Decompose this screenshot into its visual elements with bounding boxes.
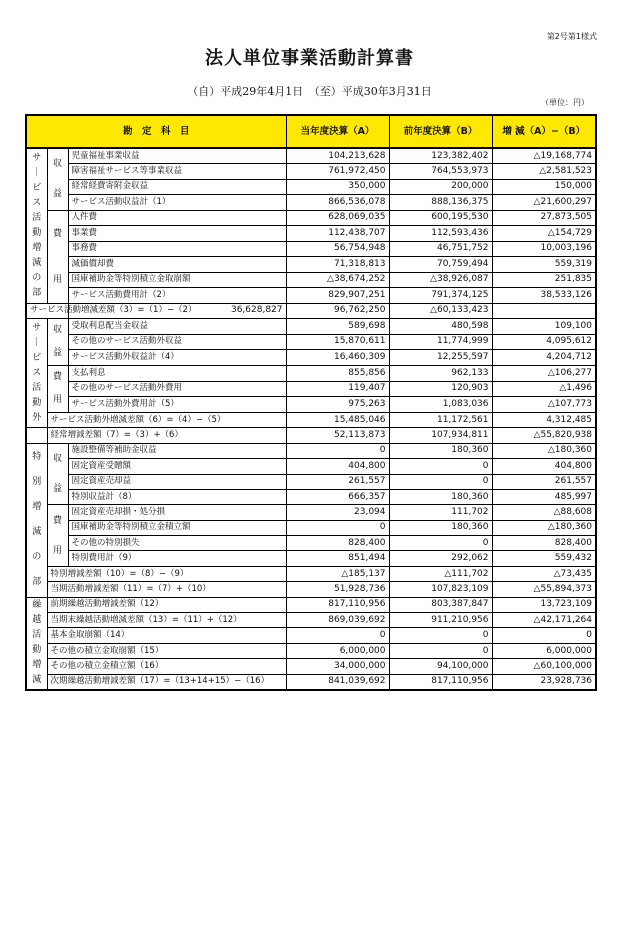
account-label: その他の積立金積立額（16） xyxy=(47,659,286,674)
current-year-value: 869,039,692 xyxy=(286,613,389,628)
group-char: ビ xyxy=(32,352,42,363)
group-char: ス xyxy=(32,367,42,378)
current-year-value: 666,357 xyxy=(286,489,389,504)
account-label: サービス活動費用計（2） xyxy=(68,288,286,304)
table-body xyxy=(26,148,596,690)
change-value: 109,100 xyxy=(492,318,596,334)
activity-statement-table xyxy=(25,114,597,691)
current-year-value: 404,800 xyxy=(286,459,389,474)
current-year-value: 0 xyxy=(286,443,389,458)
current-year-value: 52,113,873 xyxy=(286,428,389,443)
current-year-value: 0 xyxy=(286,628,389,643)
account-label: 国庫補助金等特別積立金積立額 xyxy=(68,520,286,535)
current-year-value: 261,557 xyxy=(286,474,389,489)
current-year-value: 841,039,692 xyxy=(286,674,389,690)
table-row xyxy=(26,334,596,350)
previous-year-value: 764,553,973 xyxy=(389,164,492,179)
current-year-value: 851,494 xyxy=(286,551,389,566)
table-row xyxy=(26,226,596,242)
previous-year-value: 46,751,752 xyxy=(389,241,492,257)
previous-year-value: 200,000 xyxy=(389,179,492,194)
change-value: 23,928,736 xyxy=(492,674,596,690)
current-year-value: 6,000,000 xyxy=(286,643,389,658)
change-value: 13,723,109 xyxy=(492,597,596,612)
group-spacer xyxy=(26,428,47,443)
group-char: サ xyxy=(32,322,42,333)
current-year-value: 589,698 xyxy=(286,318,389,334)
previous-year-value: 0 xyxy=(389,643,492,658)
previous-year-value: 70,759,494 xyxy=(389,257,492,273)
change-value: △42,171,264 xyxy=(492,613,596,628)
fiscal-period: （自）平成29年4月1日 （至）平成30年3月31日 xyxy=(187,85,432,98)
group-char: 減 xyxy=(32,675,42,686)
previous-year-value: 0 xyxy=(389,628,492,643)
change-value: 4,312,485 xyxy=(492,412,596,427)
group-char: 動 xyxy=(32,645,42,656)
change-value: 38,533,126 xyxy=(492,288,596,304)
form-number: 第2号第1様式 xyxy=(546,32,597,41)
change-value: △55,894,373 xyxy=(492,582,596,597)
group-cell xyxy=(47,318,68,365)
current-year-value: 34,000,000 xyxy=(286,659,389,674)
current-year-value: 112,438,707 xyxy=(286,226,389,242)
account-label: 経常経費寄附金収益 xyxy=(68,179,286,194)
previous-year-value: 107,823,109 xyxy=(389,582,492,597)
previous-year-value: 107,934,811 xyxy=(389,428,492,443)
table-row xyxy=(26,474,596,489)
group-char: 外 xyxy=(32,412,42,423)
previous-year-value: 94,100,000 xyxy=(389,659,492,674)
previous-year-value: 111,702 xyxy=(389,505,492,520)
table-row xyxy=(26,505,596,520)
change-value: 150,000 xyxy=(492,179,596,194)
table-row xyxy=(26,443,596,458)
previous-year-value: 0 xyxy=(389,536,492,551)
table-row xyxy=(26,597,596,612)
change-value: △55,820,938 xyxy=(492,428,596,443)
group-char: の xyxy=(32,552,42,563)
unit-label: （単位：円） xyxy=(541,98,589,107)
table-row xyxy=(26,179,596,194)
group-char: 動 xyxy=(32,227,42,238)
table-row xyxy=(26,566,596,581)
group-char: 活 xyxy=(32,382,42,393)
current-year-value: 855,856 xyxy=(286,365,389,381)
change-value: 559,319 xyxy=(492,257,596,273)
table-row xyxy=(26,674,596,690)
group-char: 収 xyxy=(52,159,62,170)
change-value: 404,800 xyxy=(492,459,596,474)
previous-year-value: 0 xyxy=(389,459,492,474)
account-label: 国庫補助金等特別積立金取崩額 xyxy=(68,272,286,288)
account-label: 障害福祉サービス等事業収益 xyxy=(68,164,286,179)
change-value: 0 xyxy=(492,628,596,643)
current-year-value: 56,754,948 xyxy=(286,241,389,257)
account-label: その他のサービス活動外費用 xyxy=(68,381,286,397)
previous-year-value: △111,702 xyxy=(389,566,492,581)
table-row xyxy=(26,397,596,413)
current-year-value: 828,400 xyxy=(286,536,389,551)
account-label: 事務費 xyxy=(68,241,286,257)
table-row xyxy=(26,195,596,210)
account-label: サービス活動増減差額（3）=（1）−（2） xyxy=(26,303,68,318)
account-label: 基本金取崩額（14） xyxy=(47,628,286,643)
group-char: 用 xyxy=(52,394,62,405)
account-label: 当期活動増減差額（11）=（7）+（10） xyxy=(47,582,286,597)
table-row xyxy=(26,148,596,164)
group-char: ｜ xyxy=(32,167,42,178)
change-value: △107,773 xyxy=(492,397,596,413)
header-current: 当年度決算（A） xyxy=(286,115,389,148)
current-year-value: 15,870,611 xyxy=(286,334,389,350)
group-char: 費 xyxy=(52,228,62,239)
header-change: 増 減（A）−（B） xyxy=(492,115,596,148)
previous-year-value: 180,360 xyxy=(389,443,492,458)
previous-year-value: 123,382,402 xyxy=(389,148,492,164)
previous-year-value: 962,133 xyxy=(389,365,492,381)
table-row xyxy=(26,459,596,474)
group-char: 越 xyxy=(32,615,42,626)
change-value: 6,000,000 xyxy=(492,643,596,658)
current-year-value: 16,460,309 xyxy=(286,350,389,366)
current-year-value: 817,110,956 xyxy=(286,597,389,612)
table-row xyxy=(26,520,596,535)
account-label: サービス活動収益計（1） xyxy=(68,195,286,210)
change-value: △2,581,523 xyxy=(492,164,596,179)
current-year-value: 628,069,035 xyxy=(286,210,389,226)
current-year-value: 51,928,736 xyxy=(286,582,389,597)
group-char: 用 xyxy=(52,545,62,556)
group-cell xyxy=(47,148,68,210)
current-year-value: △185,137 xyxy=(286,566,389,581)
current-year-value: 15,485,046 xyxy=(286,412,389,427)
change-value: △180,360 xyxy=(492,520,596,535)
current-year-value: 761,972,450 xyxy=(286,164,389,179)
change-value: 485,997 xyxy=(492,489,596,504)
account-label: サービス活動外増減差額（6）=（4）−（5） xyxy=(47,412,286,427)
current-year-value: 104,213,628 xyxy=(286,148,389,164)
account-label: その他の特別損失 xyxy=(68,536,286,551)
account-label: 人件費 xyxy=(68,210,286,226)
account-label: その他のサービス活動外収益 xyxy=(68,334,286,350)
account-label: 児童福祉事業収益 xyxy=(68,148,286,164)
group-char: ビ xyxy=(32,182,42,193)
group-char: 用 xyxy=(52,274,62,285)
change-value: 261,557 xyxy=(492,474,596,489)
table-row xyxy=(26,257,596,273)
group-cell xyxy=(47,365,68,412)
group-char: 益 xyxy=(52,484,62,495)
account-label: 次期繰越活動増減差額（17）=（13+14+15）−（16） xyxy=(47,674,286,690)
change-value: △154,729 xyxy=(492,226,596,242)
account-label: 受取利息配当金収益 xyxy=(68,318,286,334)
previous-year-value: 911,210,956 xyxy=(389,613,492,628)
table-row xyxy=(26,303,596,318)
account-label: サービス活動外収益計（4） xyxy=(68,350,286,366)
table-row xyxy=(26,164,596,179)
previous-year-value: 11,172,561 xyxy=(389,412,492,427)
current-year-value: △38,674,252 xyxy=(286,272,389,288)
change-value: △1,496 xyxy=(492,381,596,397)
table-row xyxy=(26,365,596,381)
group-char: ス xyxy=(32,197,42,208)
group-char: 部 xyxy=(32,577,42,588)
table-row xyxy=(26,643,596,658)
previous-year-value: 600,195,530 xyxy=(389,210,492,226)
table-row xyxy=(26,381,596,397)
table-row xyxy=(26,210,596,226)
group-char: 動 xyxy=(32,397,42,408)
table-row xyxy=(26,659,596,674)
current-year-value: 36,628,827 xyxy=(68,303,286,318)
group-cell xyxy=(26,318,47,427)
account-label: 当期末繰越活動増減差額（13）=（11）+（12） xyxy=(47,613,286,628)
group-char: 益 xyxy=(52,347,62,358)
current-year-value: 23,094 xyxy=(286,505,389,520)
group-char: 部 xyxy=(32,287,42,298)
table-row xyxy=(26,428,596,443)
group-char: 活 xyxy=(32,630,42,641)
group-char: 費 xyxy=(52,515,62,526)
group-char: 収 xyxy=(52,454,62,465)
table-row xyxy=(26,536,596,551)
change-value: △19,168,774 xyxy=(492,148,596,164)
change-value: 559,432 xyxy=(492,551,596,566)
account-label: 特別収益計（8） xyxy=(68,489,286,504)
group-cell xyxy=(47,443,68,505)
account-label: 前期繰越活動増減差額（12） xyxy=(47,597,286,612)
account-label: 施設整備等補助金収益 xyxy=(68,443,286,458)
previous-year-value: 180,360 xyxy=(389,520,492,535)
previous-year-value: 480,598 xyxy=(389,318,492,334)
group-char: 減 xyxy=(32,527,42,538)
change-value: 10,003,196 xyxy=(492,241,596,257)
group-char: 特 xyxy=(32,452,42,463)
current-year-value: 975,263 xyxy=(286,397,389,413)
table-header-row xyxy=(26,115,596,148)
previous-year-value: 120,903 xyxy=(389,381,492,397)
current-year-value: 829,907,251 xyxy=(286,288,389,304)
change-value: △73,435 xyxy=(492,566,596,581)
account-label: 固定資産売却益 xyxy=(68,474,286,489)
current-year-value: 119,407 xyxy=(286,381,389,397)
account-label: その他の積立金取崩額（15） xyxy=(47,643,286,658)
group-char: 別 xyxy=(32,477,42,488)
change-value: 4,095,612 xyxy=(492,334,596,350)
group-char: の xyxy=(32,272,42,283)
current-year-value: 71,318,813 xyxy=(286,257,389,273)
change-value: △60,100,000 xyxy=(492,659,596,674)
current-year-value: 866,536,078 xyxy=(286,195,389,210)
current-year-value: 350,000 xyxy=(286,179,389,194)
previous-year-value: 12,255,597 xyxy=(389,350,492,366)
account-label: サービス活動外費用計（5） xyxy=(68,397,286,413)
account-label: 経常増減差額（7）=（3）+（6） xyxy=(47,428,286,443)
group-cell xyxy=(47,505,68,567)
previous-year-value: 791,374,125 xyxy=(389,288,492,304)
group-char: 繰 xyxy=(32,600,42,611)
change-value: 4,204,712 xyxy=(492,350,596,366)
group-char: サ xyxy=(32,152,42,163)
group-cell xyxy=(47,210,68,303)
group-cell xyxy=(26,443,47,597)
previous-year-value: 0 xyxy=(389,474,492,489)
previous-year-value: 817,110,956 xyxy=(389,674,492,690)
group-char: ｜ xyxy=(32,337,42,348)
table-row xyxy=(26,628,596,643)
previous-year-value: 888,136,375 xyxy=(389,195,492,210)
account-label: 特別費用計（9） xyxy=(68,551,286,566)
change-value: △106,277 xyxy=(492,365,596,381)
table-row xyxy=(26,288,596,304)
group-char: 費 xyxy=(52,371,62,382)
previous-year-value: △38,926,087 xyxy=(389,272,492,288)
account-label: 固定資産売却損・処分損 xyxy=(68,505,286,520)
page-title: 法人単位事業活動計算書 xyxy=(205,48,414,69)
current-year-value: 0 xyxy=(286,520,389,535)
account-label: 特別増減差額（10）=（8）−（9） xyxy=(47,566,286,581)
header-account: 勘 定 科 目 xyxy=(26,115,286,148)
table-row xyxy=(26,241,596,257)
account-label: 減価償却費 xyxy=(68,257,286,273)
group-char: 益 xyxy=(52,189,62,200)
account-label: 支払利息 xyxy=(68,365,286,381)
group-char: 増 xyxy=(32,502,42,513)
group-char: 増 xyxy=(32,660,42,671)
previous-year-value: 11,774,999 xyxy=(389,334,492,350)
change-value: 27,873,505 xyxy=(492,210,596,226)
group-char: 増 xyxy=(32,242,42,253)
account-label: 固定資産受贈額 xyxy=(68,459,286,474)
header-previous: 前年度決算（B） xyxy=(389,115,492,148)
table-row xyxy=(26,582,596,597)
table-row xyxy=(26,350,596,366)
table-row xyxy=(26,318,596,334)
previous-year-value: 112,593,436 xyxy=(389,226,492,242)
previous-year-value: 803,387,847 xyxy=(389,597,492,612)
table-row xyxy=(26,551,596,566)
change-value: △21,600,297 xyxy=(492,195,596,210)
account-label: 事業費 xyxy=(68,226,286,242)
change-value: 251,835 xyxy=(492,272,596,288)
table-row xyxy=(26,489,596,504)
table-row xyxy=(26,272,596,288)
group-char: 減 xyxy=(32,257,42,268)
previous-year-value: 292,062 xyxy=(389,551,492,566)
change-value: 828,400 xyxy=(492,536,596,551)
group-char: 収 xyxy=(52,324,62,335)
change-value: △180,360 xyxy=(492,443,596,458)
change-value: △60,133,423 xyxy=(389,303,492,318)
previous-year-value: 1,083,036 xyxy=(389,397,492,413)
group-cell xyxy=(26,597,47,690)
group-char: 活 xyxy=(32,212,42,223)
table-row xyxy=(26,613,596,628)
previous-year-value: 180,360 xyxy=(389,489,492,504)
change-value: △88,608 xyxy=(492,505,596,520)
previous-year-value: 96,762,250 xyxy=(286,303,389,318)
group-cell xyxy=(26,148,47,303)
table-row xyxy=(26,412,596,427)
